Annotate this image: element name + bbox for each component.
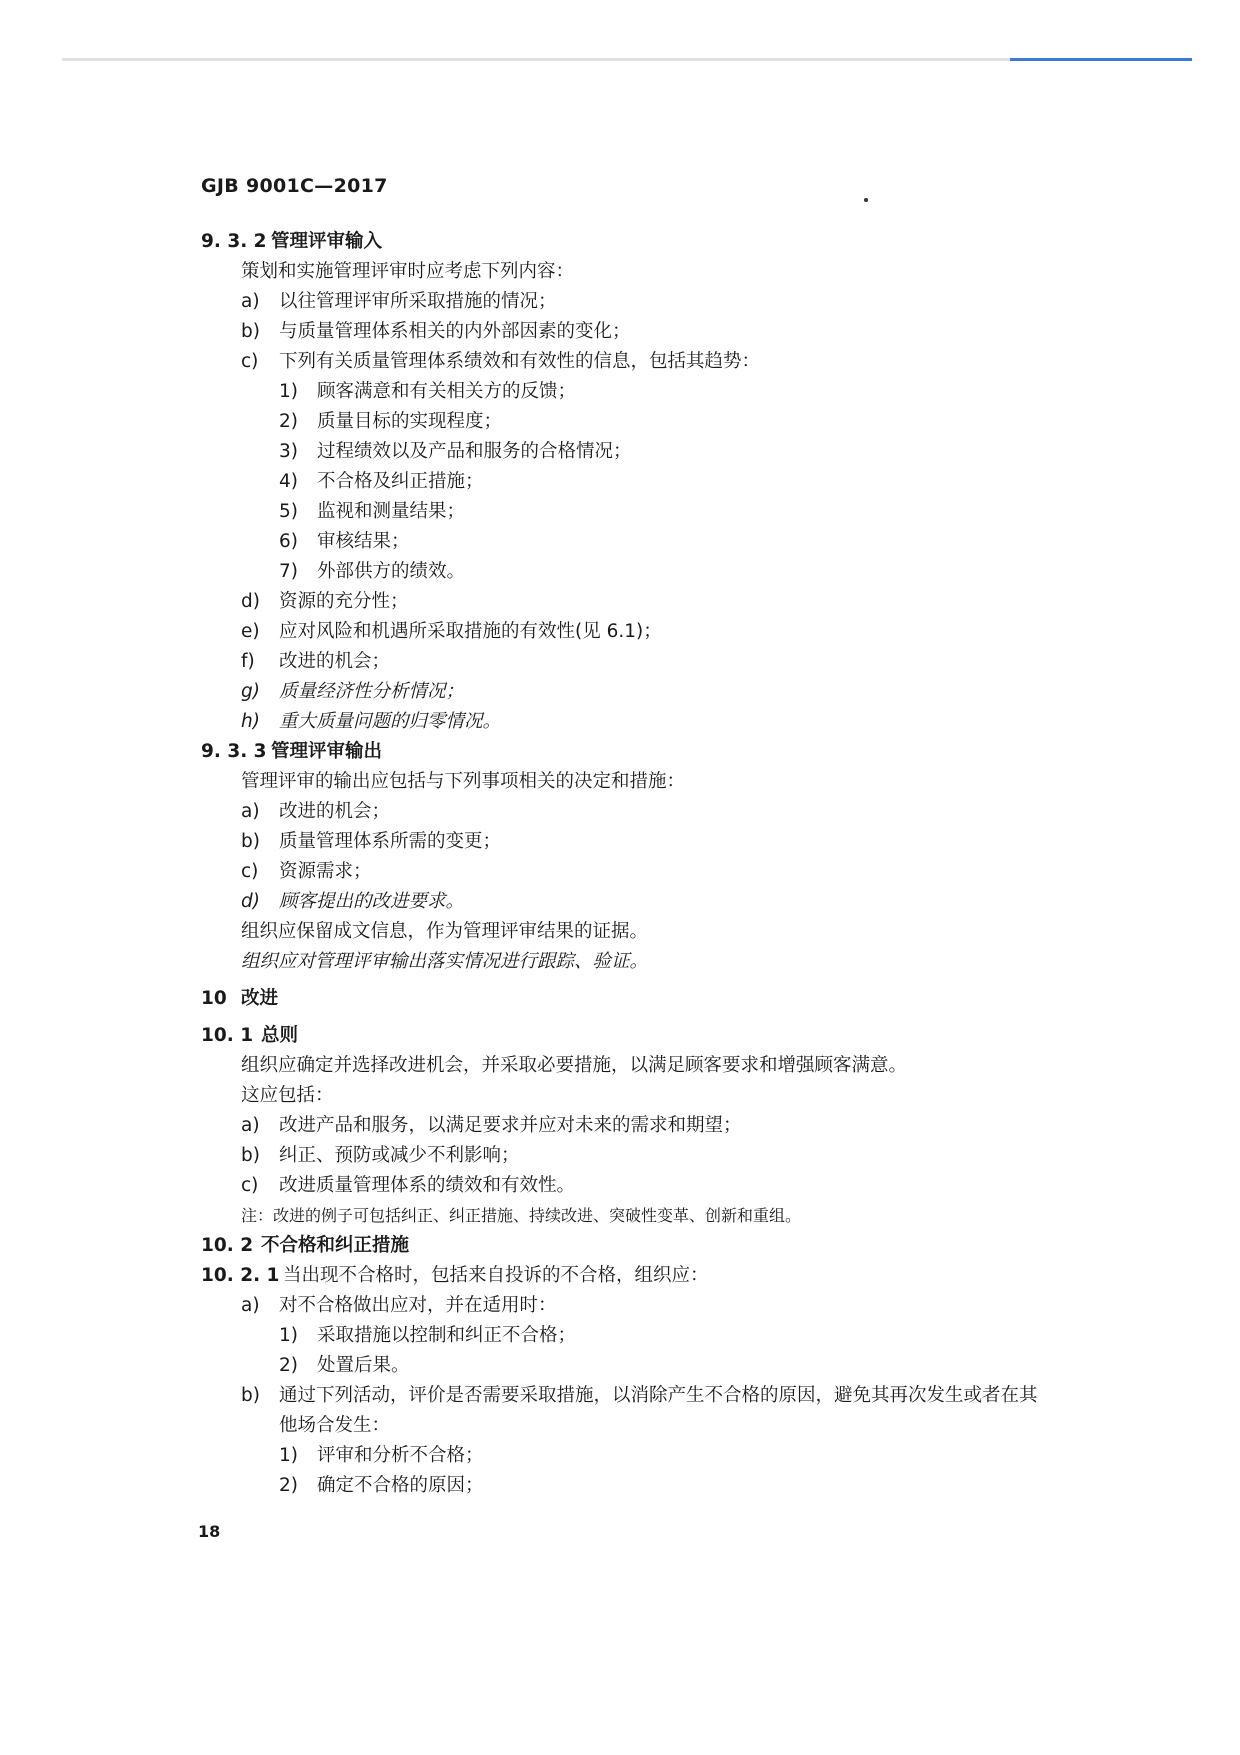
- paragraph: 组织应对管理评审输出落实情况进行跟踪、验证。: [241, 951, 649, 972]
- paragraph: 组织应确定并选择改进机会，并采取必要措施，以满足顾客要求和增强顾客满意。: [241, 1055, 908, 1076]
- sub-list-item: 3) 过程绩效以及产品和服务的合格情况；: [279, 441, 632, 462]
- sub-list-item: 2) 确定不合格的原因；: [279, 1475, 484, 1496]
- section-heading-10-1: 10. 1 总则: [201, 1025, 299, 1046]
- list-item: c) 资源需求；: [241, 861, 372, 882]
- list-item: d) 顾客提出的改进要求。: [241, 891, 465, 912]
- standard-code-header: GJB 9001C—2017: [201, 175, 388, 197]
- list-item: f) 改进的机会；: [241, 651, 391, 672]
- document-body: [201, 227, 1101, 1501]
- list-item: b) 质量管理体系所需的变更；: [241, 831, 502, 852]
- section-heading-10-2: 10. 2 不合格和纠正措施: [201, 1235, 410, 1256]
- paragraph: 组织应保留成文信息，作为管理评审结果的证据。: [241, 921, 649, 942]
- top-rule-accent: [1010, 58, 1192, 61]
- list-item: b) 通过下列活动，评价是否需要采取措施，以消除产生不合格的原因，避免其再次发生或者在其: [241, 1385, 1038, 1406]
- list-item: b) 与质量管理体系相关的内外部因素的变化；: [241, 321, 631, 342]
- section-intro: 策划和实施管理评审时应考虑下列内容：: [241, 261, 575, 282]
- list-item: h) 重大质量问题的归零情况。: [241, 711, 502, 732]
- list-item: a) 改进的机会；: [241, 801, 391, 822]
- sub-list-item: 4) 不合格及纠正措施；: [279, 471, 484, 492]
- section-intro: 管理评审的输出应包括与下列事项相关的决定和措施：: [241, 771, 686, 792]
- list-item: a) 以往管理评审所采取措施的情况；: [241, 291, 557, 312]
- section-heading-9-3-2: 9. 3. 2 管理评审输入: [201, 231, 383, 252]
- sub-list-item: 2) 质量目标的实现程度；: [279, 411, 503, 432]
- chapter-heading-10: 10 改进: [201, 988, 279, 1009]
- clause-10-2-1: 10. 2. 1 当出现不合格时，包括来自投诉的不合格，组织应：: [201, 1265, 709, 1286]
- stray-dot: [864, 198, 868, 202]
- list-item: c) 改进质量管理体系的绩效和有效性。: [241, 1175, 576, 1196]
- sub-list-item: 1) 采取措施以控制和纠正不合格；: [279, 1325, 577, 1346]
- list-item: g) 质量经济性分析情况；: [241, 681, 465, 702]
- section-heading-9-3-3: 9. 3. 3 管理评审输出: [201, 741, 383, 762]
- list-item: e) 应对风险和机遇所采取措施的有效性(见 6.1)；: [241, 621, 662, 642]
- sub-list-item: 5) 监视和测量结果；: [279, 501, 466, 522]
- list-item: d) 资源的充分性；: [241, 591, 409, 612]
- page-number: 18: [198, 1522, 221, 1541]
- list-item-continuation: 他场合发生：: [279, 1415, 391, 1436]
- list-item: a) 对不合格做出应对，并在适用时：: [241, 1295, 557, 1316]
- sub-list-item: 1) 顾客满意和有关相关方的反馈；: [279, 381, 577, 402]
- list-item: c) 下列有关质量管理体系绩效和有效性的信息，包括其趋势：: [241, 351, 761, 372]
- sub-list-item: 6) 审核结果；: [279, 531, 410, 552]
- sub-list-item: 1) 评审和分析不合格；: [279, 1445, 484, 1466]
- note: 注：改进的例子可包括纠正、纠正措施、持续改进、突破性变革、创新和重组。: [241, 1206, 802, 1225]
- list-item: a) 改进产品和服务，以满足要求并应对未来的需求和期望；: [241, 1115, 742, 1136]
- paragraph: 这应包括：: [241, 1085, 334, 1106]
- sub-list-item: 2) 处置后果。: [279, 1355, 410, 1376]
- sub-list-item: 7) 外部供方的绩效。: [279, 561, 466, 582]
- list-item: b) 纠正、预防或减少不利影响；: [241, 1145, 520, 1166]
